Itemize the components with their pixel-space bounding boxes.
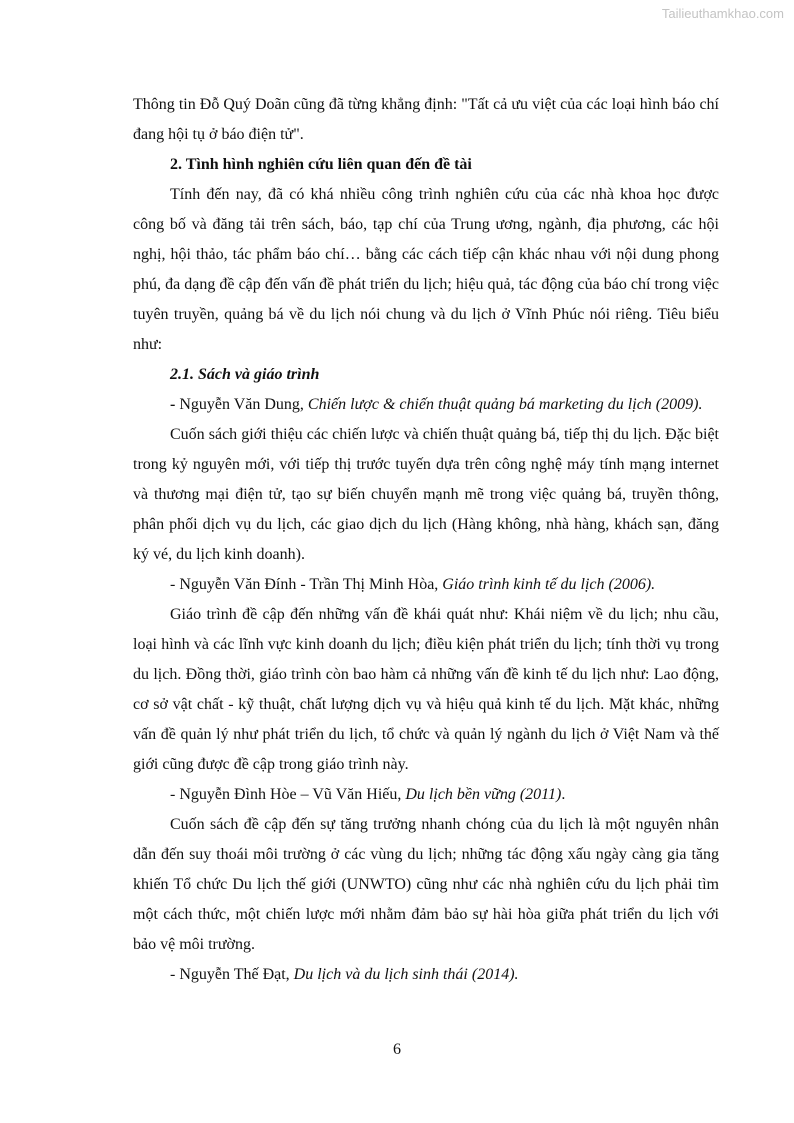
reference-entry-4 xyxy=(133,960,719,990)
reference-entry-1 xyxy=(133,390,719,420)
watermark: Tailieuthamkhao.com xyxy=(661,6,784,21)
reference-author: - Nguyễn Đình Hòe – Vũ Văn Hiếu, xyxy=(170,786,406,803)
paragraph-ref3-summary: Cuốn sách đề cập đến sự tăng trưởng nhanh chóng của du lịch là một nguyên nhân dẫn đến suy thoái môi trường ở các vùng du lịch; những tác động xấu ngày càng gia tăng khiến Tổ chức Du lịch thế giới (UNWTO) cũng như các nhà nghiên cứu du lịch phải tìm một cách thức, một chiến lược mới nhằm đảm bảo sự hài hòa giữa phát triển du lịch với bảo vệ môi trường. xyxy=(133,816,719,953)
paragraph-ref2-summary: Giáo trình đề cập đến những vấn đề khái quát như: Khái niệm về du lịch; nhu cầu, loại hình và các lĩnh vực kinh doanh du lịch; điều kiện phát triển du lịch; tính thời vụ trong du lịch. Đồng thời, giáo trình còn bao hàm cả những vấn đề kinh tế du lịch như: Lao động, cơ sở vật chất - kỹ thuật, chất lượng dịch vụ và hiệu quả kinh tế du lịch. Mặt khác, những vấn đề quản lý như phát triển du lịch, tổ chức và quản lý ngành du lịch ở Việt Nam và thế giới cũng được đề cập trong giáo trình này. xyxy=(133,606,719,773)
page-body xyxy=(133,90,719,990)
reference-title: Du lịch bền vững (2011) xyxy=(405,786,562,803)
subsection-heading: 2.1. Sách và giáo trình xyxy=(170,366,320,383)
reference-title: Giáo trình kinh tế du lịch (2006). xyxy=(442,576,656,593)
reference-dash: - xyxy=(170,396,176,413)
section-heading: 2. Tình hình nghiên cứu liên quan đến đề tài xyxy=(170,156,472,173)
reference-author: Nguyễn Văn Dung, xyxy=(175,396,308,413)
reference-author: - Nguyễn Thế Đạt, xyxy=(170,966,294,983)
reference-entry-3 xyxy=(133,780,719,810)
reference-entry-2 xyxy=(133,570,719,600)
reference-title: Chiến lược & chiến thuật quảng bá marketing du lịch (2009). xyxy=(307,396,703,413)
page-number: 6 xyxy=(393,1041,401,1058)
paragraph-intro-quote: Thông tin Đỗ Quý Doãn cũng đã từng khẳng định: "Tất cả ưu việt của các loại hình báo chí đang hội tụ ở báo điện tử". xyxy=(133,96,719,143)
reference-title: Du lịch và du lịch sinh thái (2014). xyxy=(293,966,519,983)
paragraph-research-overview: Tính đến nay, đã có khá nhiều công trình nghiên cứu của các nhà khoa học được công bố và đăng tải trên sách, báo, tạp chí của Trung ương, ngành, địa phương, các hội nghị, hội thảo, tác phẩm báo chí… bằng các cách tiếp cận khác nhau với nội dung phong phú, đa dạng đề cập đến vấn đề phát triển du lịch; hiệu quả, tác động của báo chí trong việc tuyên truyền, quảng bá về du lịch nói chung và du lịch ở Vĩnh Phúc nói riêng. Tiêu biểu như: xyxy=(133,186,719,353)
paragraph-ref1-summary: Cuốn sách giới thiệu các chiến lược và chiến thuật quảng bá, tiếp thị du lịch. Đặc biệt trong kỷ nguyên mới, với tiếp thị trước tuyến dựa trên công nghệ máy tính mạng internet và thương mại điện tử, tạo sự biến chuyển mạnh mẽ trong việc quảng bá, truyền thông, phân phối dịch vụ du lịch, các giao dịch du lịch (Hàng không, nhà hàng, khách sạn, đăng ký vé, du lịch kinh doanh). xyxy=(133,426,719,563)
reference-end: . xyxy=(561,786,566,803)
reference-author: - Nguyễn Văn Đính - Trần Thị Minh Hòa, xyxy=(170,576,443,593)
